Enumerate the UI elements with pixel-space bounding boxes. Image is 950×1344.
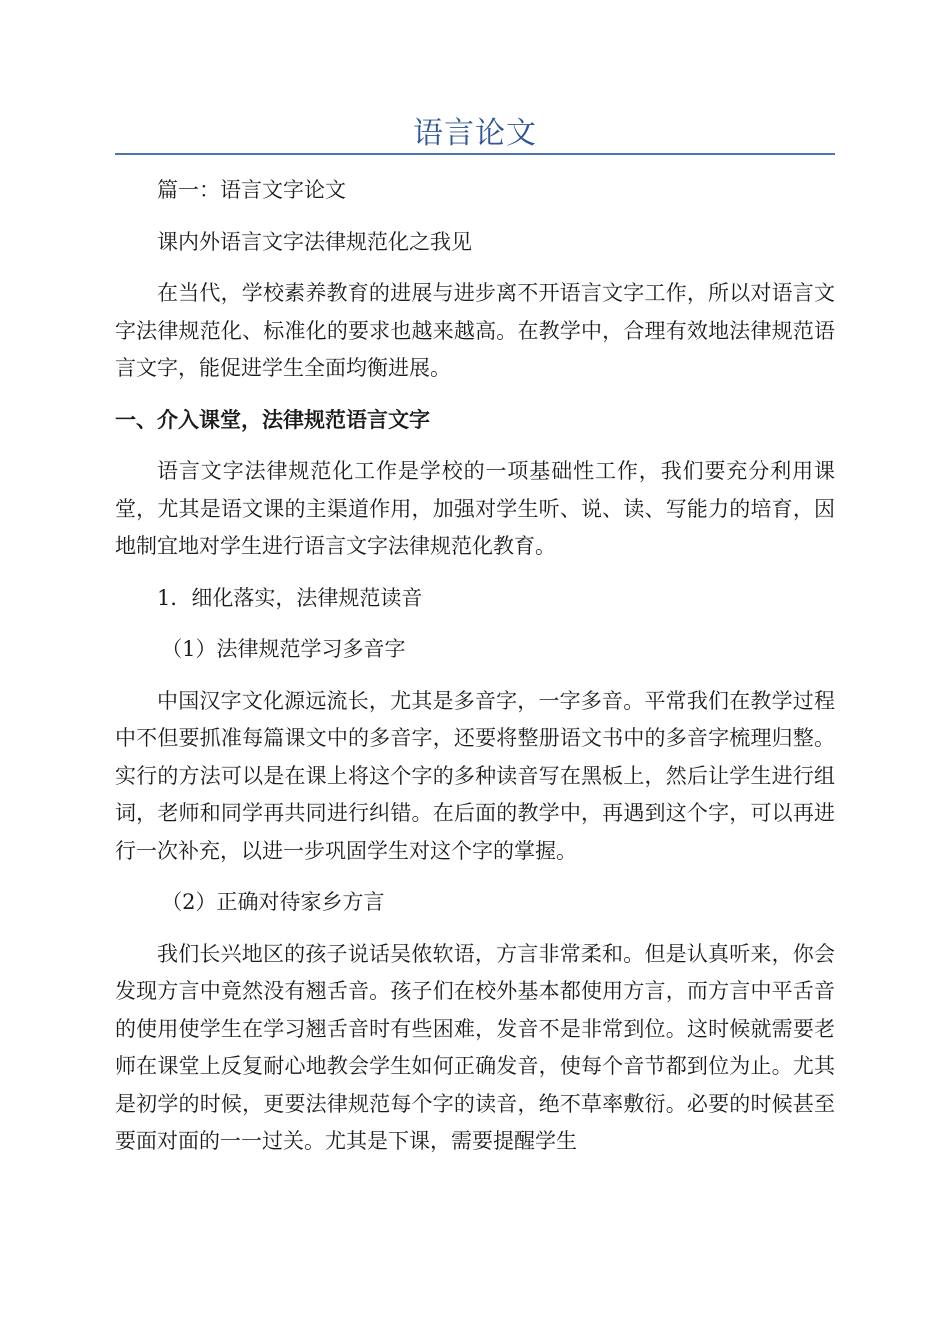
title-divider bbox=[115, 153, 835, 155]
subsection-heading-1b: （2）正确对待家乡方言 bbox=[161, 890, 385, 914]
section-heading-1: 一、介入课堂，法律规范语言文字 bbox=[115, 407, 430, 432]
subsection-heading-1: 1．细化落实，法律规范读音 bbox=[157, 585, 423, 610]
subsection-1b-paragraph: 我们长兴地区的孩子说话吴侬软语，方言非常柔和。但是认真听来，你会发现方言中竟然没有翘舌音。孩子们在校外基本都使用方言，而方言中平舌音的使用使学生在学习翘舌音时有些困难，发音不是非常到位。这时候就需要老师在课堂上反复耐心地教会学生如何正确发音，使每个音节都到位为止。尤其是初学的时候，更要法律规范每个字的读音，绝不草率敷衍。必要的时候甚至要面对面的一一过关。尤其是下课，需要提醒学生 bbox=[115, 941, 835, 1153]
article-title: 课内外语言文字法律规范化之我见 bbox=[157, 229, 472, 254]
subsection-1a-paragraph: 中国汉字文化源远流长，尤其是多音字，一字多音。平常我们在教学过程中不但要抓准每篇课文中的多音字，还要将整册语文书中的多音字梳理归整。实行的方法可以是在课上将这个字的多种读音写在黑板上，然后让学生进行组词，老师和同学再共同进行纠错。在后面的教学中，再遇到这个字，可以再进行一次补充，以进一步巩固学生对这个字的掌握。 bbox=[115, 688, 835, 863]
intro-paragraph: 在当代，学校素养教育的进展与进步离不开语言文字工作，所以对语言文字法律规范化、标准化的要求也越来越高。在教学中，合理有效地法律规范语言文字，能促进学生全面均衡进展。 bbox=[115, 281, 835, 380]
subsection-heading-1a: （1）法律规范学习多音字 bbox=[161, 637, 406, 661]
section-1-paragraph: 语言文字法律规范化工作是学校的一项基础性工作，我们要充分利用课堂，尤其是语文课的主渠道作用，加强对学生听、说、读、写能力的培育，因地制宜地对学生进行语言文字法律规范化教育。 bbox=[115, 459, 835, 558]
subtitle: 篇一：语言文字论文 bbox=[157, 178, 346, 202]
document-body bbox=[115, 172, 835, 1175]
document-title: 语言论文 bbox=[413, 116, 537, 151]
